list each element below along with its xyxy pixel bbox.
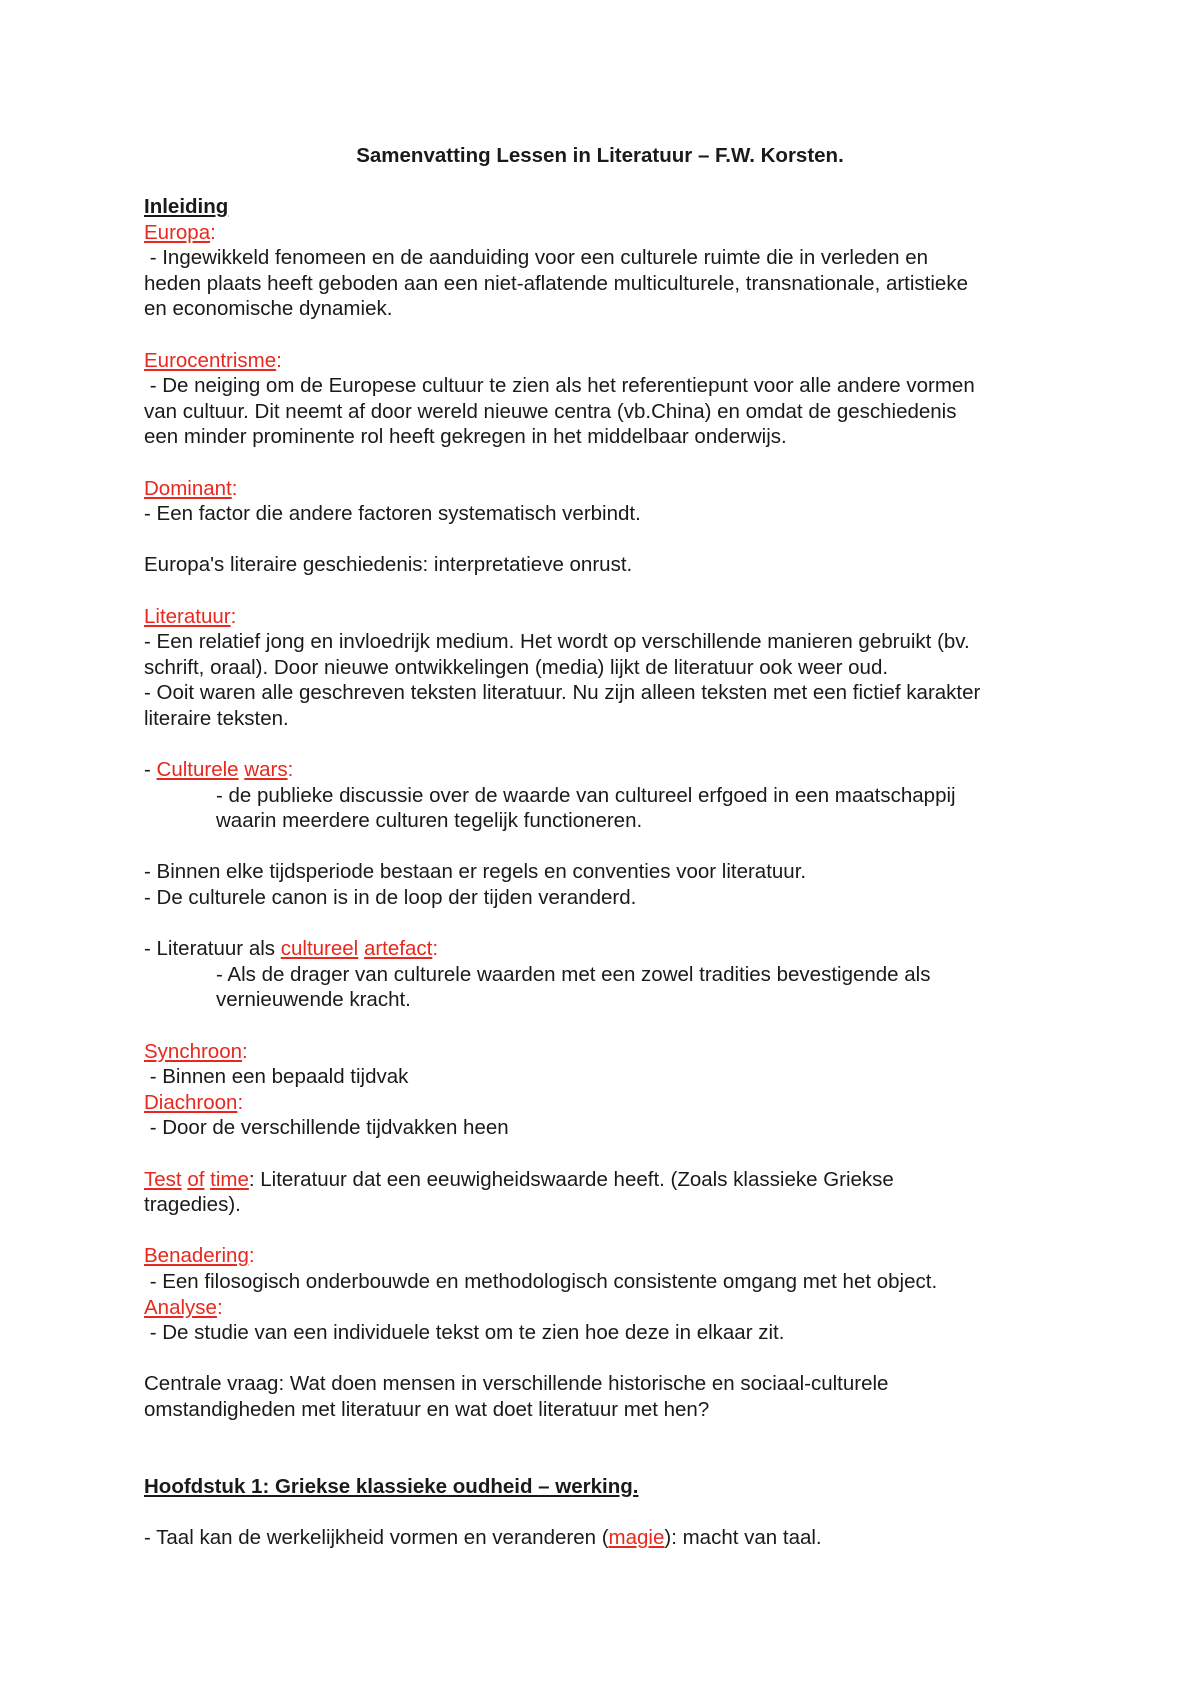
- term-line-literatuur: Literatuur:: [144, 604, 237, 628]
- term-line-eurocentrisme: Eurocentrisme:: [144, 348, 282, 372]
- definition-line: vernieuwende kracht.: [216, 988, 411, 1012]
- definition-line: - Door de verschillende tijdvakken heen: [144, 1116, 509, 1140]
- term-line-europa: Europa:: [144, 220, 216, 244]
- definition-line: - Een factor die andere factoren systematisch verbindt.: [144, 502, 641, 526]
- statement-line-taal: - Taal kan de werkelijkheid vormen en veranderen (magie): macht van taal.: [144, 1525, 822, 1549]
- term-wars: wars: [244, 758, 288, 782]
- definition-line: - Als de drager van culturele waarden met een zowel tradities bevestigende als: [216, 962, 931, 986]
- term-line-test-of-time: Test of time: Literatuur dat een eeuwigheidswaarde heeft. (Zoals klassieke Griekse: [144, 1167, 894, 1191]
- definition-line: - Ingewikkeld fenomeen en de aanduiding voor een culturele ruimte die in verleden en: [144, 246, 929, 270]
- term-line-dominant: Dominant:: [144, 476, 238, 500]
- term-artefact: artefact: [363, 937, 433, 961]
- definition-line: - De studie van een individuele tekst om te zien hoe deze in elkaar zit.: [144, 1321, 785, 1345]
- definition-line: een minder prominente rol heeft gekregen in het middelbaar onderwijs.: [144, 425, 787, 449]
- statement-line: - Binnen elke tijdsperiode bestaan er regels en conventies voor literatuur.: [144, 860, 807, 884]
- definition-line: - Ooit waren alle geschreven teksten literatuur. Nu zijn alleen teksten met een fictief karakter: [144, 681, 981, 705]
- term-line-cultureel-artefact: - Literatuur als cultureel artefact:: [144, 937, 439, 961]
- definition-line: - de publieke discussie over de waarde van cultureel erfgoed in een maatschappij: [216, 783, 956, 807]
- term-literatuur: Literatuur: [144, 604, 231, 628]
- term-culturele: Culturele: [156, 758, 239, 782]
- section-heading-hoofdstuk-1: Hoofdstuk 1: Griekse klassieke oudheid – werking.: [144, 1474, 639, 1498]
- section-heading-inleiding: Inleiding: [144, 195, 229, 218]
- term-line-synchroon: Synchroon:: [144, 1039, 248, 1063]
- term-dominant: Dominant: [144, 476, 232, 500]
- term-diachroon: Diachroon: [144, 1090, 238, 1114]
- term-cultureel: cultureel: [280, 937, 359, 961]
- term-synchroon: Synchroon: [144, 1039, 243, 1063]
- definition-line: tragedies).: [144, 1193, 241, 1217]
- definition-line: waarin meerdere culturen tegelijk functioneren.: [216, 809, 643, 833]
- term-line-diachroon: Diachroon:: [144, 1090, 244, 1114]
- definition-line: - Een relatief jong en invloedrijk medium. Het wordt op verschillende manieren gebruikt (bv.: [144, 630, 970, 654]
- term-test: Test: [144, 1167, 182, 1191]
- term-analyse: Analyse: [144, 1295, 217, 1319]
- term-magie: magie: [608, 1525, 665, 1549]
- statement-line: omstandigheden met literatuur en wat doet literatuur met hen?: [144, 1397, 710, 1421]
- statement-line: Europa's literaire geschiedenis: interpretatieve onrust.: [144, 553, 633, 577]
- statement-line: Centrale vraag: Wat doen mensen in verschillende historische en sociaal-culturele: [144, 1372, 889, 1396]
- term-europa: Europa: [144, 220, 211, 244]
- document-body: [144, 194, 1064, 1550]
- definition-line: - De neiging om de Europese cultuur te zien als het referentiepunt voor alle andere vormen: [144, 374, 975, 398]
- document-title: Samenvatting Lessen in Literatuur – F.W. Korsten.: [356, 144, 844, 167]
- definition-line: heden plaats heeft geboden aan een niet-aflatende multiculturele, transnationale, artistieke: [144, 271, 968, 295]
- term-of: of: [187, 1167, 205, 1191]
- term-benadering: Benadering: [144, 1244, 249, 1268]
- term-time: time: [210, 1167, 249, 1191]
- definition-line: - Binnen een bepaald tijdvak: [144, 1065, 409, 1089]
- term-eurocentrisme: Eurocentrisme: [144, 348, 277, 372]
- definition-line: van cultuur. Dit neemt af door wereld nieuwe centra (vb.China) en omdat de geschiedenis: [144, 399, 957, 423]
- definition-line: schrift, oraal). Door nieuwe ontwikkelingen (media) lijkt de literatuur ook weer oud.: [144, 655, 889, 679]
- definition-line: literaire teksten.: [144, 706, 289, 730]
- term-line-culturele-wars: - Culturele wars:: [144, 758, 294, 782]
- term-line-analyse: Analyse:: [144, 1295, 223, 1319]
- term-line-benadering: Benadering:: [144, 1244, 255, 1268]
- definition-line: en economische dynamiek.: [144, 297, 393, 321]
- definition-line: - Een filosogisch onderbouwde en methodologisch consistente omgang met het object.: [144, 1269, 938, 1293]
- statement-line: - De culturele canon is in de loop der tijden veranderd.: [144, 886, 637, 910]
